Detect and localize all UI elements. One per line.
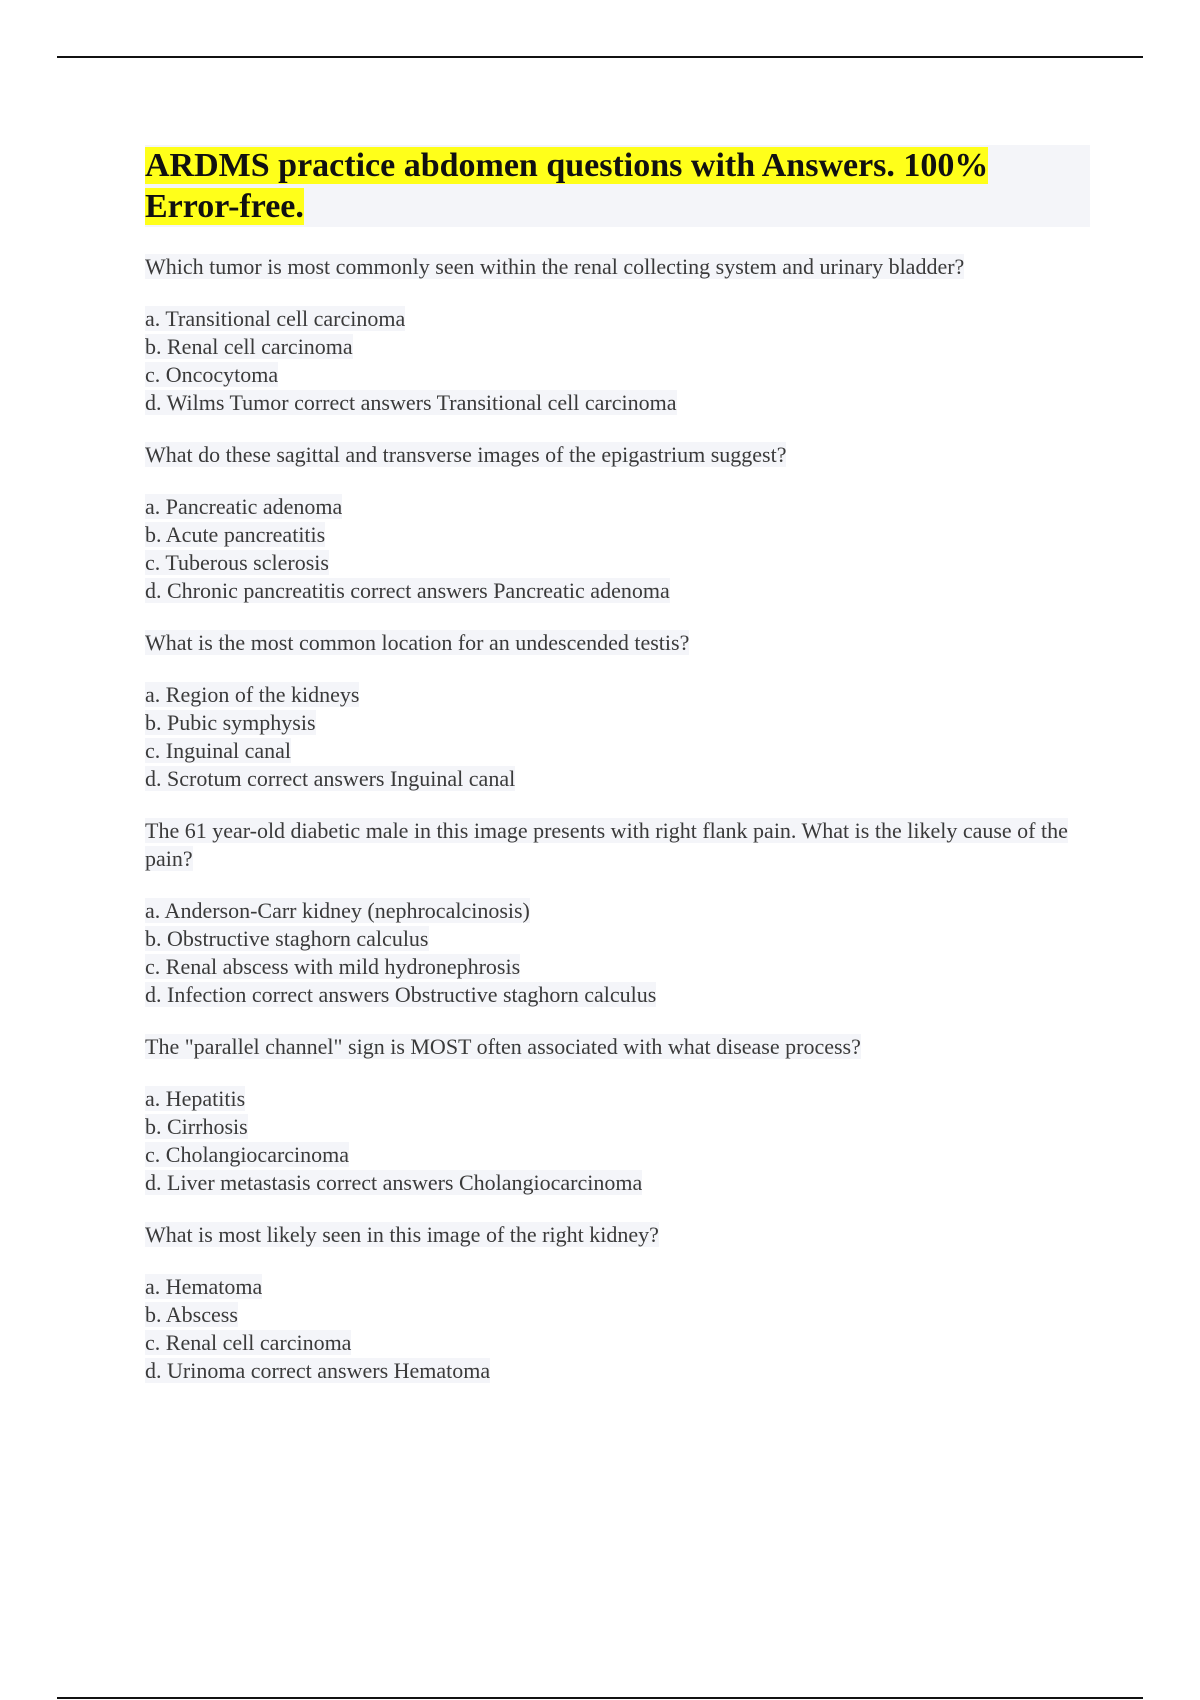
- question-block: [145, 1033, 1090, 1197]
- question-block: [145, 441, 1090, 605]
- option-a: a. Transitional cell carcinoma: [145, 306, 406, 331]
- options-list: [145, 681, 1090, 793]
- option-a: a. Anderson-Carr kidney (nephrocalcinosis): [145, 898, 530, 923]
- options-list: [145, 1085, 1090, 1197]
- question-block: [145, 1221, 1090, 1385]
- option-d-with-answer: d. Infection correct answers Obstructive staghorn calculus: [145, 982, 657, 1007]
- option-b: b. Pubic symphysis: [145, 710, 316, 735]
- option-b: b. Abscess: [145, 1302, 238, 1327]
- option-c: c. Renal abscess with mild hydronephrosis: [145, 954, 521, 979]
- question-text: Which tumor is most commonly seen within the renal collecting system and urinary bladder?: [145, 254, 965, 279]
- question-text: The 61 year-old diabetic male in this image presents with right flank pain. What is the likely cause of the pain?: [145, 818, 1068, 871]
- question-text: What do these sagittal and transverse images of the epigastrium suggest?: [145, 442, 787, 467]
- options-list: [145, 1273, 1090, 1385]
- option-b: b. Cirrhosis: [145, 1114, 248, 1139]
- bottom-rule: [57, 1697, 1143, 1699]
- option-d-with-answer: d. Chronic pancreatitis correct answers Pancreatic adenoma: [145, 578, 670, 603]
- title-block: [145, 145, 1090, 227]
- document-body: [145, 145, 1090, 1409]
- option-b: b. Acute pancreatitis: [145, 522, 326, 547]
- options-list: [145, 493, 1090, 605]
- top-rule: [57, 56, 1143, 58]
- option-a: a. Hepatitis: [145, 1086, 246, 1111]
- option-b: b. Obstructive staghorn calculus: [145, 926, 429, 951]
- option-c: c. Inguinal canal: [145, 738, 291, 763]
- option-a: a. Pancreatic adenoma: [145, 494, 343, 519]
- options-list: [145, 305, 1090, 417]
- option-d-with-answer: d. Scrotum correct answers Inguinal canal: [145, 766, 516, 791]
- option-a: a. Region of the kidneys: [145, 682, 360, 707]
- option-c: c. Oncocytoma: [145, 362, 279, 387]
- question-text: The "parallel channel" sign is MOST often associated with what disease process?: [145, 1034, 861, 1059]
- option-a: a. Hematoma: [145, 1274, 263, 1299]
- option-c: c. Cholangiocarcinoma: [145, 1142, 350, 1167]
- option-c: c. Renal cell carcinoma: [145, 1330, 352, 1355]
- options-list: [145, 897, 1090, 1009]
- question-text: What is most likely seen in this image of the right kidney?: [145, 1222, 659, 1247]
- option-c: c. Tuberous sclerosis: [145, 550, 329, 575]
- question-block: [145, 817, 1090, 1009]
- question-block: [145, 629, 1090, 793]
- option-b: b. Renal cell carcinoma: [145, 334, 353, 359]
- option-d-with-answer: d. Wilms Tumor correct answers Transitional cell carcinoma: [145, 390, 677, 415]
- document-title: ARDMS practice abdomen questions with Answers. 100% Error-free.: [145, 147, 989, 225]
- question-block: [145, 253, 1090, 417]
- question-text: What is the most common location for an undescended testis?: [145, 630, 690, 655]
- option-d-with-answer: d. Urinoma correct answers Hematoma: [145, 1358, 491, 1383]
- option-d-with-answer: d. Liver metastasis correct answers Cholangiocarcinoma: [145, 1170, 643, 1195]
